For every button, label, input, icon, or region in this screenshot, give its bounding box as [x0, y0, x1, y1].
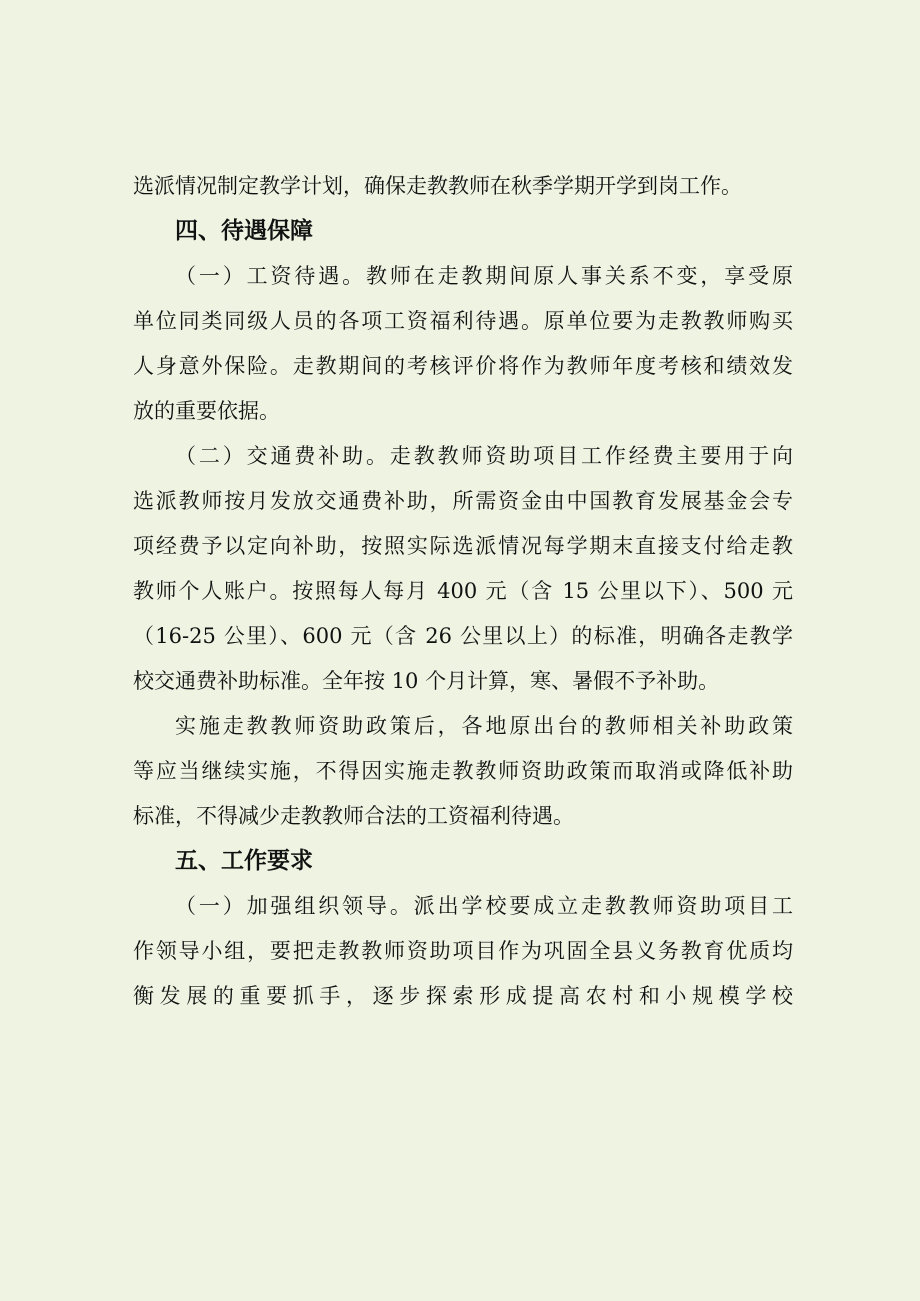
text-line: 人身意外保险。走教期间的考核评价将作为教师年度考核和绩效发 — [133, 354, 793, 378]
text-line: （一）工资待遇。教师在走教期间原人事关系不变，享受原 — [175, 264, 793, 288]
text-line: 等应当继续实施，不得因实施走教教师资助政策而取消或降低补助 — [133, 759, 793, 783]
text-line: 教师个人账户。按照每人每月 400 元（含 15 公里以下）、500 元 — [133, 579, 793, 603]
text-line: （二）交通费补助。走教教师资助项目工作经费主要用于向 — [175, 444, 793, 468]
text-line: 选派教师按月发放交通费补助，所需资金由中国教育发展基金会专 — [133, 489, 793, 513]
text-line: 标准，不得减少走教教师合法的工资福利待遇。 — [133, 804, 574, 828]
text-line: 单位同类同级人员的各项工资福利待遇。原单位要为走教教师购买 — [133, 309, 793, 333]
text-line: 校交通费补助标准。全年按 10 个月计算，寒、暑假不予补助。 — [133, 669, 720, 693]
text-line: 项经费予以定向补助，按照实际选派情况每学期末直接支付给走教 — [133, 534, 793, 558]
text-line: 衡发展的重要抓手，逐步探索形成提高农村和小规模学校 — [133, 984, 793, 1008]
section-heading-benefits: 四、待遇保障 — [175, 218, 313, 244]
text-line: （16-25 公里）、600 元（含 26 公里以上）的标准，明确各走教学 — [133, 624, 793, 648]
text-line: 放的重要依据。 — [133, 399, 280, 423]
text-line: 作领导小组，要把走教教师资助项目作为巩固全县义务教育优质均 — [133, 939, 793, 963]
text-line: 选派情况制定教学计划，确保走教教师在秋季学期开学到岗工作。 — [133, 174, 742, 198]
section-heading-requirements: 五、工作要求 — [175, 848, 313, 874]
document-body — [133, 164, 793, 1019]
text-line: （一）加强组织领导。派出学校要成立走教教师资助项目工 — [175, 894, 793, 918]
text-line: 实施走教教师资助政策后，各地原出台的教师相关补助政策 — [175, 714, 793, 738]
